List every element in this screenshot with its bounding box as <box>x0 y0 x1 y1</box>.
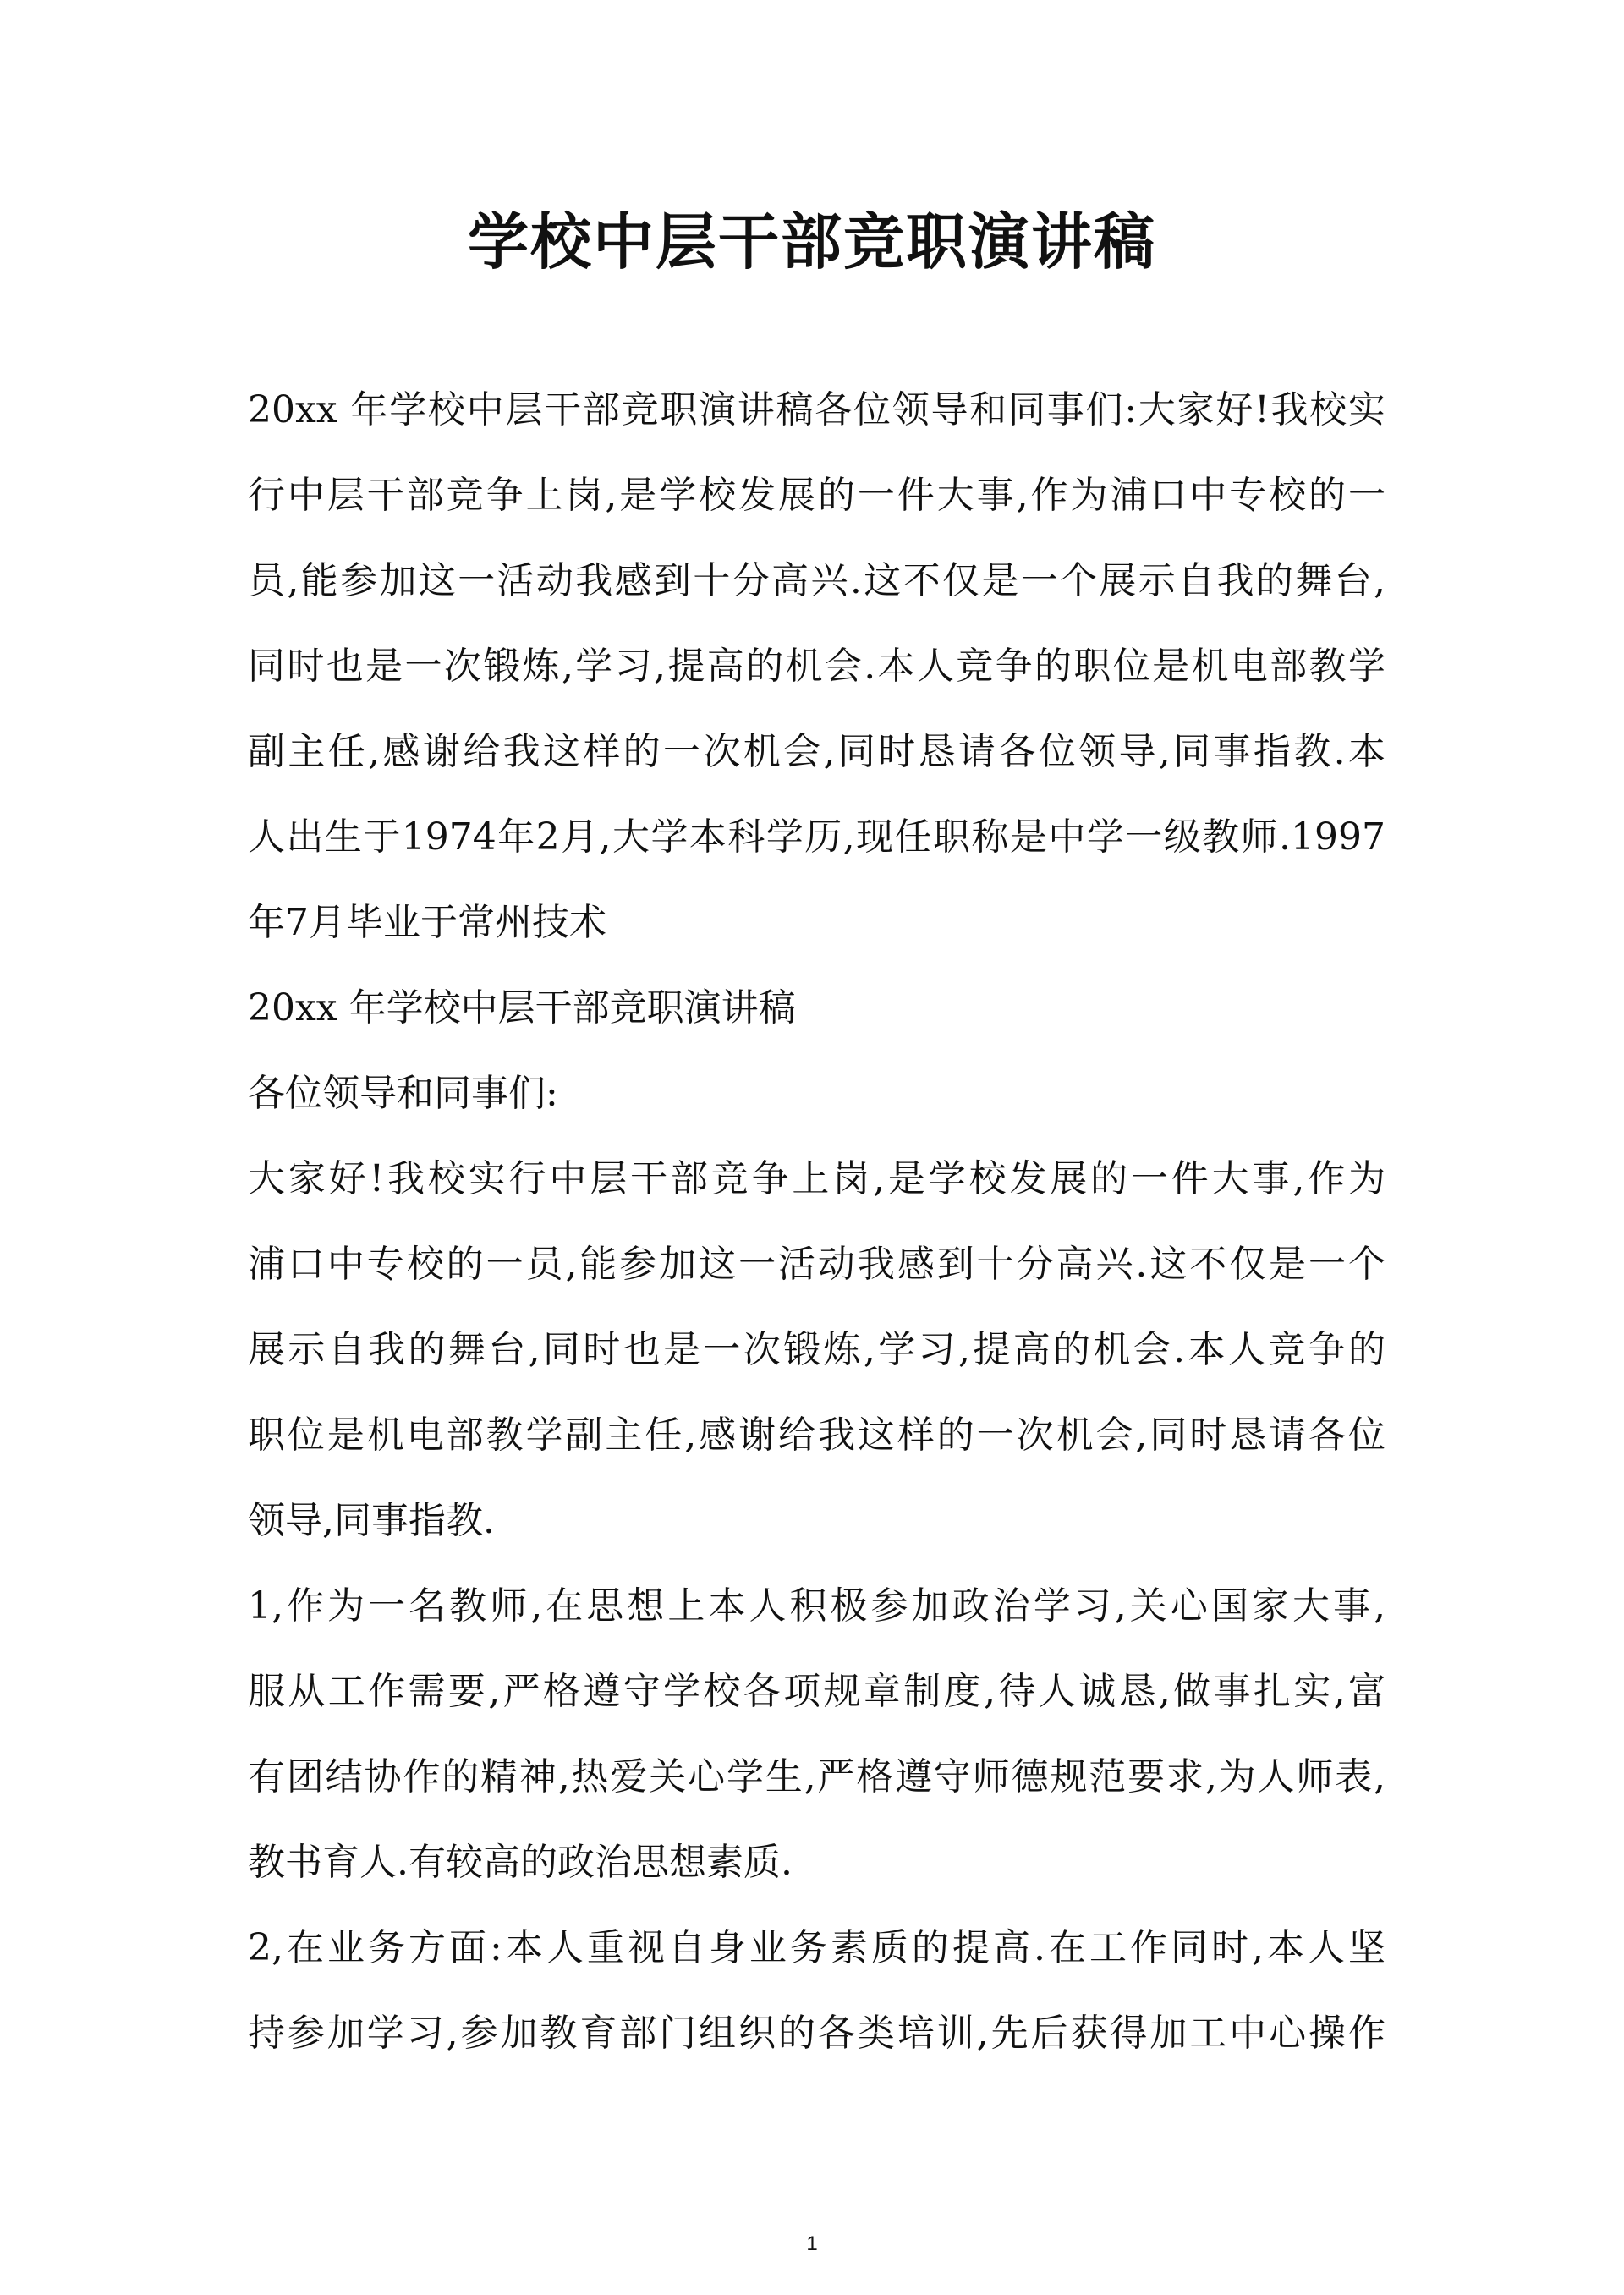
text-line: 20xx 年学校中层干部竞职演讲稿各位领导和同事们:大家好!我校实 <box>248 388 1385 431</box>
body-text <box>248 367 1385 2076</box>
page-number: 1 <box>806 2232 818 2255</box>
text-line: 副主任,感谢给我这样的一次机会,同时恳请各位领导,同事指教.本 <box>248 730 1385 773</box>
text-line: 各位领导和同事们: <box>248 1072 558 1115</box>
text-line: 人出生于1974年2月,大学本科学历,现任职称是中学一级教师.1997 <box>248 815 1385 859</box>
text-line: 浦口中专校的一员,能参加这一活动我感到十分高兴.这不仅是一个 <box>248 1243 1385 1286</box>
text-line: 行中层干部竞争上岗,是学校发展的一件大事,作为浦口中专校的一 <box>248 474 1385 517</box>
text-line: 领导,同事指教. <box>248 1499 495 1542</box>
text-line: 职位是机电部教学副主任,感谢给我这样的一次机会,同时恳请各位 <box>248 1414 1385 1457</box>
text-line: 展示自我的舞台,同时也是一次锻炼,学习,提高的机会.本人竞争的 <box>248 1328 1385 1371</box>
text-line: 2,在业务方面:本人重视自身业务素质的提高.在工作同时,本人坚 <box>248 1926 1385 1969</box>
text-line: 同时也是一次锻炼,学习,提高的机会.本人竞争的职位是机电部教学 <box>248 645 1385 688</box>
text-line: 持参加学习,参加教育部门组织的各类培训,先后获得加工中心操作 <box>248 2012 1385 2055</box>
text-line: 年7月毕业于常州技术 <box>248 901 606 944</box>
text-line: 20xx 年学校中层干部竞职演讲稿 <box>248 986 796 1029</box>
text-line: 大家好!我校实行中层干部竞争上岗,是学校发展的一件大事,作为 <box>248 1157 1385 1200</box>
text-line: 服从工作需要,严格遵守学校各项规章制度,待人诚恳,做事扎实,富 <box>248 1670 1385 1713</box>
page-title: 学校中层干部竞职演讲稿 <box>467 206 1156 277</box>
text-line: 教书育人.有较高的政治思想素质. <box>248 1841 793 1884</box>
text-line: 有团结协作的精神,热爱关心学生,严格遵守师德规范要求,为人师表, <box>248 1755 1385 1798</box>
text-line: 1,作为一名教师,在思想上本人积极参加政治学习,关心国家大事, <box>248 1584 1385 1628</box>
text-line: 员,能参加这一活动我感到十分高兴.这不仅是一个展示自我的舞台, <box>248 559 1385 602</box>
